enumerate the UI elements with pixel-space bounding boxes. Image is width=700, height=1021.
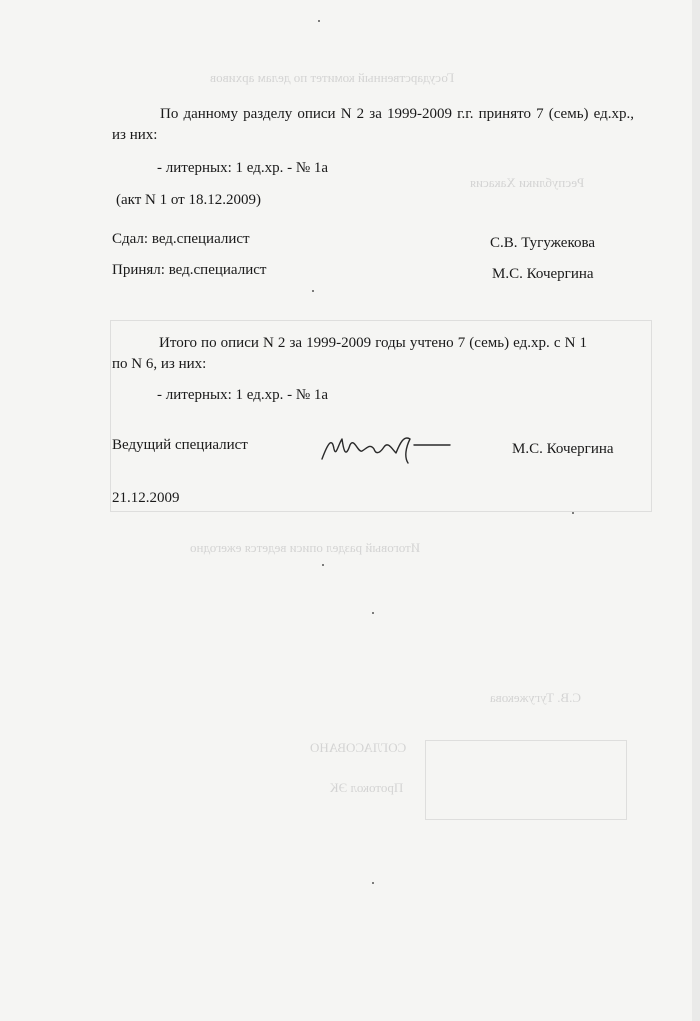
bleed-through-stamp [425,740,627,820]
bleed-through-text: Республики Хакасия [470,175,585,190]
received-name: М.С. Кочергина [492,266,594,282]
signoff-position: Ведущий специалист [112,437,248,453]
scan-speck [322,564,324,566]
gave-label: Сдал: вед.специалист [112,231,250,247]
scan-speck [372,882,374,884]
section2-paragraph: Итого по описи N 2 за 1999-2009 годы учтено 7 (семь) ед.хр. с N 1 по N 6, из них: [112,335,587,372]
bleed-through-text: Итоговый раздел описи ведется ежегодно [190,540,421,555]
scan-speck [572,512,574,514]
page-edge-shadow [692,0,700,1021]
signoff-name: М.С. Кочергина [512,441,614,457]
signoff-date: 21.12.2009 [112,490,180,506]
bleed-through-text: СОГЛАСОВАНО [310,740,407,755]
bleed-through-text: С.В. Тугужекова [490,690,582,705]
received-label: Принял: вед.специалист [112,262,267,278]
gave-name: С.В. Тугужекова [490,235,596,251]
act-line: (акт N 1 от 18.12.2009) [116,192,261,208]
scan-speck [372,612,374,614]
bleed-through-text: Государственный комитет по делам архивов [210,70,455,85]
scan-speck [312,290,314,292]
scan-speck [318,20,320,22]
handwritten-signature [318,423,458,471]
section2-literal-line: - литерных: 1 ед.хр. - № 1а [157,387,329,403]
section1-literal-line: - литерных: 1 ед.хр. - № 1а [157,160,329,176]
bleed-through-text: Протокол ЭК [330,780,404,795]
section1-paragraph: По данному разделу описи N 2 за 1999-2009 г.г. принято 7 (семь) ед.хр., из них: [112,106,634,143]
